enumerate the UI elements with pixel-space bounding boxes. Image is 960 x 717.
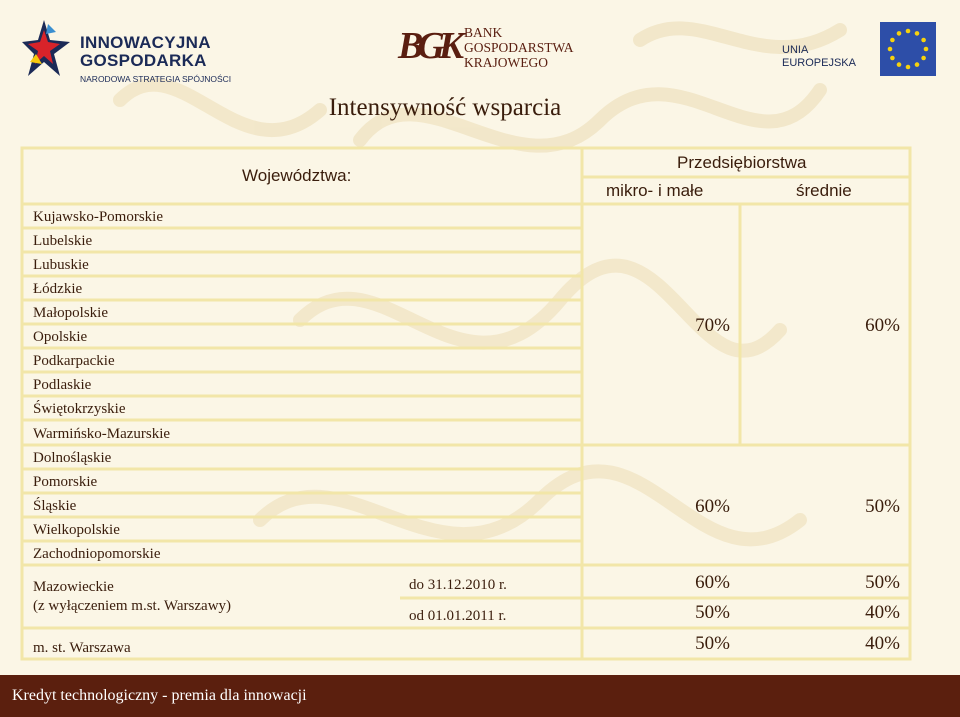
logo-ue-line2: EUROPEJSKA [782,57,856,69]
warszawa-medium-value: 40% [865,633,900,654]
footer-bar [0,675,960,717]
mazowieckie-p1-medium-value: 50% [865,572,900,593]
logo-bgk-line2: GOSPODARSTWA [464,40,574,55]
group2-medium-value: 50% [865,496,900,517]
period-label: do 31.12.2010 r. [409,577,507,593]
page-title: Intensywność wsparcia [328,94,562,121]
column-header-micro-small: mikro- i małe [606,181,704,200]
region-name: Śląskie [33,498,77,514]
region-name: Podlaskie [33,377,92,393]
region-name: Lubelskie [33,233,93,249]
region-name: Świętokrzyskie [33,401,126,417]
logo-ig-line1: INNOWACYJNA [80,33,211,52]
mazowieckie-p2-micro-small-value: 50% [695,602,730,623]
region-name: Wielkopolskie [33,522,120,538]
group2-micro-small-value: 60% [695,496,730,517]
logo-bgk-line3: KRAJOWEGO [464,55,548,70]
logo-ig-line2: GOSPODARKA [80,51,207,70]
region-name: Dolnośląskie [33,450,112,466]
region-name: Zachodniopomorskie [33,546,161,562]
region-name: Warmińsko-Mazurskie [33,426,171,442]
region-name: Opolskie [33,329,88,345]
footer-text: Kredyt technologiczny - premia dla innowacji [12,687,307,704]
column-header-medium: średnie [796,181,852,200]
region-name: Pomorskie [33,474,98,490]
mazowieckie-p1-micro-small-value: 60% [695,572,730,593]
region-name: Mazowieckie [33,579,114,595]
region-name: Małopolskie [33,305,108,321]
mazowieckie-p2-medium-value: 40% [865,602,900,623]
warszawa-micro-small-value: 50% [695,633,730,654]
logo-ig-line3: NARODOWA STRATEGIA SPÓJNOŚCI [80,74,232,84]
group1-micro-small-value: 70% [695,315,730,336]
region-name: Łódzkie [33,281,83,297]
region-name: Podkarpackie [33,353,115,369]
logo-ue-line1: UNIA [782,44,809,56]
region-name: Lubuskie [33,257,89,273]
region-note: (z wyłączeniem m.st. Warszawy) [33,598,232,614]
period-label: od 01.01.2011 r. [409,608,507,624]
logo-bgk-line1: BANK [464,25,503,40]
column-header-region: Województwa: [242,166,352,185]
region-name: Kujawsko-Pomorskie [33,209,163,225]
region-name: m. st. Warszawa [33,640,131,656]
group1-medium-value: 60% [865,315,900,336]
column-header-enterprises: Przedsiębiorstwa [677,153,807,172]
bgk-monogram: BGK [398,25,459,67]
